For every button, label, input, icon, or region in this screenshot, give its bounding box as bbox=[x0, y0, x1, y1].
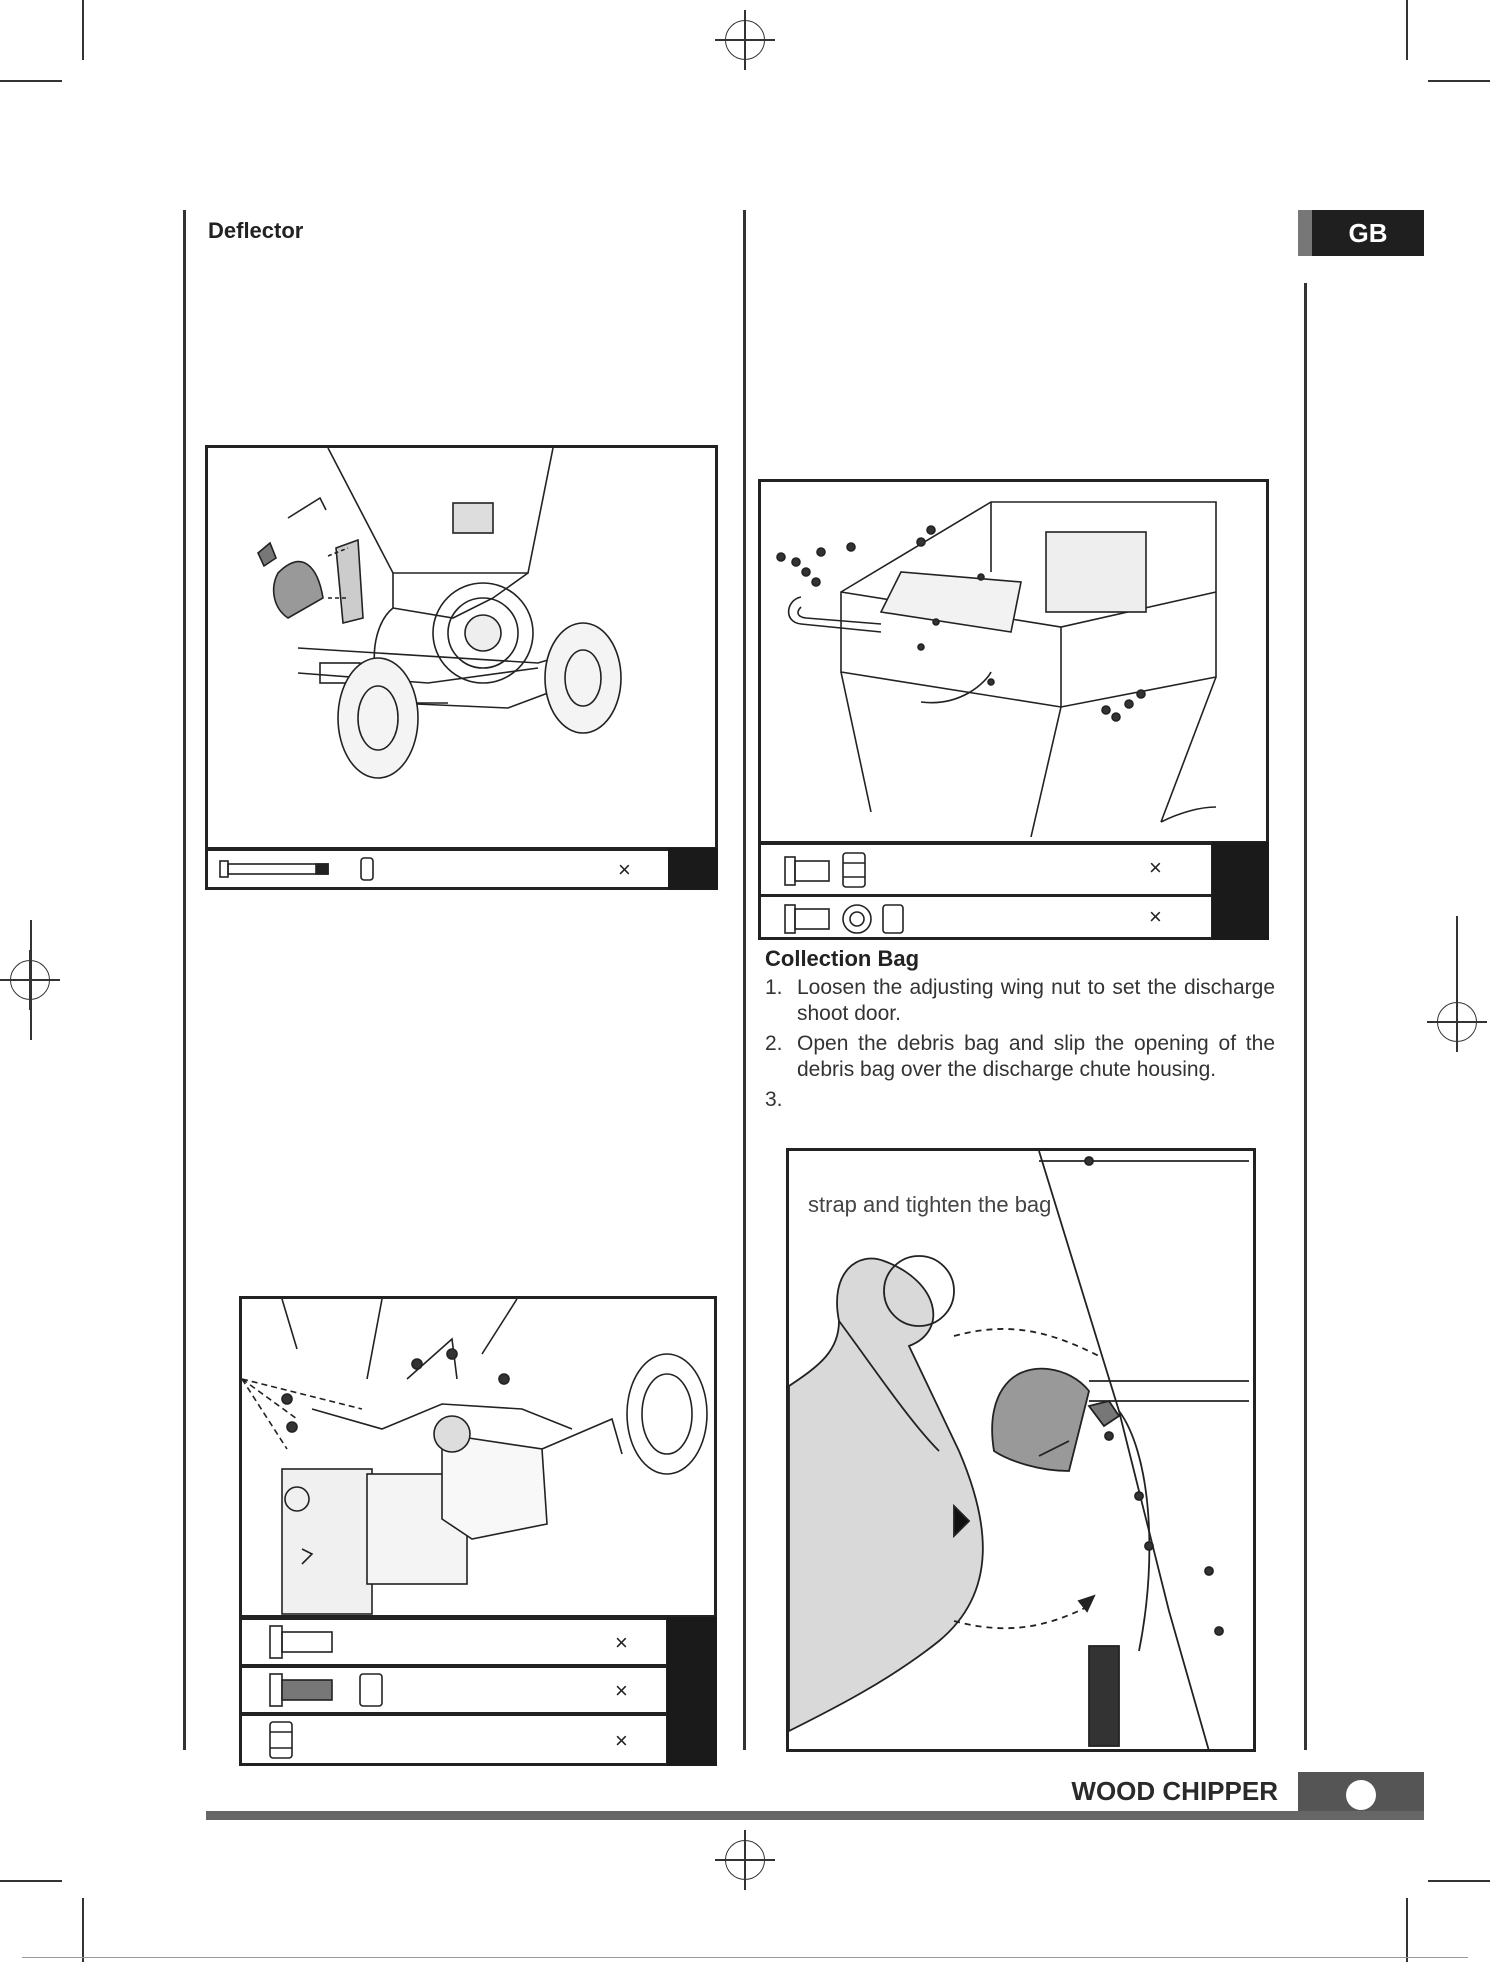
bolt-icon bbox=[266, 1620, 356, 1664]
step-number: 3. bbox=[765, 1088, 783, 1111]
crop-mark-icon bbox=[1428, 1880, 1490, 1882]
engine-figure bbox=[239, 1296, 717, 1618]
step-item bbox=[765, 1087, 1275, 1113]
collection-bag-illustration bbox=[789, 1151, 1253, 1749]
crop-mark-icon bbox=[30, 920, 32, 1040]
quantity-box bbox=[667, 1617, 717, 1766]
quantity-times: × bbox=[615, 1728, 628, 1753]
crop-mark-icon bbox=[82, 1898, 84, 1962]
crop-mark-icon bbox=[1456, 916, 1458, 1046]
bolt-icon bbox=[779, 847, 879, 895]
step-text: Open the debris bag and slip the opening of the debris bag over the discharge chute housing. bbox=[797, 1032, 1275, 1081]
step-number: 2. bbox=[765, 1032, 783, 1055]
quantity-box bbox=[668, 848, 718, 890]
step-text bbox=[797, 1087, 1275, 1113]
deflector-parts-row bbox=[205, 848, 718, 890]
crop-mark-icon bbox=[1406, 0, 1408, 60]
registration-mark-icon bbox=[715, 10, 775, 70]
engine-parts-row-1 bbox=[239, 1617, 669, 1667]
step-item bbox=[765, 975, 1275, 1027]
deflector-figure bbox=[205, 445, 718, 850]
hopper-parts-row-2 bbox=[758, 894, 1214, 940]
step-number: 1. bbox=[765, 976, 783, 999]
language-tab-label: GB bbox=[1348, 218, 1388, 248]
hopper-figure bbox=[758, 479, 1269, 844]
step-item bbox=[765, 1031, 1275, 1083]
bolt-icon bbox=[216, 851, 376, 887]
quantity-times: × bbox=[618, 857, 631, 882]
left-column-rule bbox=[183, 210, 186, 1750]
collection-bag-figure bbox=[786, 1148, 1256, 1752]
hopper-illustration bbox=[761, 482, 1266, 841]
footer-bar bbox=[206, 1811, 1424, 1820]
center-column-rule bbox=[743, 210, 746, 1750]
hopper-parts-row-1 bbox=[758, 842, 1214, 897]
crop-mark-icon bbox=[0, 80, 62, 82]
crop-mark-icon bbox=[0, 1880, 62, 1882]
engine-illustration bbox=[242, 1299, 714, 1615]
washer-icon bbox=[779, 897, 929, 939]
quantity-times: × bbox=[615, 1630, 628, 1655]
quantity-times: × bbox=[1149, 904, 1162, 929]
language-tab bbox=[1298, 210, 1424, 256]
crop-mark-icon bbox=[22, 1957, 1468, 1958]
collection-bag-steps bbox=[765, 975, 1275, 1117]
footer-title: WOOD CHIPPER bbox=[1071, 1776, 1278, 1806]
step-text: Loosen the adjusting wing nut to set the discharge shoot door. bbox=[797, 976, 1275, 1025]
quantity-box bbox=[1212, 842, 1269, 940]
nut-icon bbox=[266, 1716, 326, 1764]
bolt-icon bbox=[266, 1668, 396, 1712]
quantity-times: × bbox=[1149, 855, 1162, 880]
engine-parts-row-3 bbox=[239, 1713, 669, 1766]
deflector-heading: Deflector bbox=[208, 218, 304, 243]
right-column-rule bbox=[1304, 283, 1307, 1750]
quantity-times: × bbox=[615, 1678, 628, 1703]
bag-figure-caption: strap and tighten the bag bbox=[808, 1192, 1052, 1217]
chipper-deflector-illustration bbox=[208, 448, 715, 847]
engine-parts-row-2 bbox=[239, 1665, 669, 1715]
crop-mark-icon bbox=[82, 0, 84, 60]
collection-bag-heading: Collection Bag bbox=[765, 946, 920, 971]
crop-mark-icon bbox=[1428, 80, 1490, 82]
registration-mark-icon bbox=[715, 1830, 775, 1890]
nut-icon bbox=[358, 855, 378, 885]
crop-mark-icon bbox=[1406, 1898, 1408, 1962]
